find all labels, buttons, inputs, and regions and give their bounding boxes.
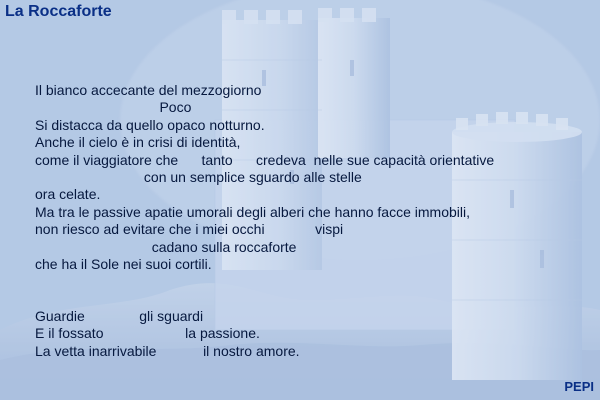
- poem-stanza-gap: [35, 291, 595, 308]
- poem-line: cadano sulla roccaforte: [35, 238, 297, 255]
- poem-text: [35, 82, 595, 360]
- poem-line: E il fossato la passione.: [35, 325, 260, 342]
- poem-line: ora celate.: [35, 186, 101, 203]
- poem-line: La vetta inarrivabile il nostro amore.: [35, 342, 300, 359]
- poem-line: con un semplice sguardo alle stelle: [35, 168, 362, 185]
- poem-stanza-gap: [35, 273, 595, 290]
- poem-line: Ma tra le passive apatie umorali degli alberi che hanno facce immobili,: [35, 203, 470, 220]
- poem-line: Poco: [35, 99, 192, 116]
- poem-line: Guardie gli sguardi: [35, 308, 204, 325]
- page-title: La Roccaforte: [5, 3, 112, 20]
- poem-line: Il bianco accecante del mezzogiorno: [35, 82, 262, 98]
- poem-line: come il viaggiatore che tanto credeva nelle sue capacità orientative: [35, 151, 495, 168]
- poem-line: Si distacca da quello opaco notturno.: [35, 116, 265, 133]
- poem-line: Anche il cielo è in crisi di identità,: [35, 134, 241, 151]
- poem-line: non riesco ad evitare che i miei occhi vispi: [35, 221, 344, 238]
- poem-line: che ha il Sole nei suoi cortili.: [35, 255, 212, 272]
- author-signature: PEPI: [564, 379, 594, 394]
